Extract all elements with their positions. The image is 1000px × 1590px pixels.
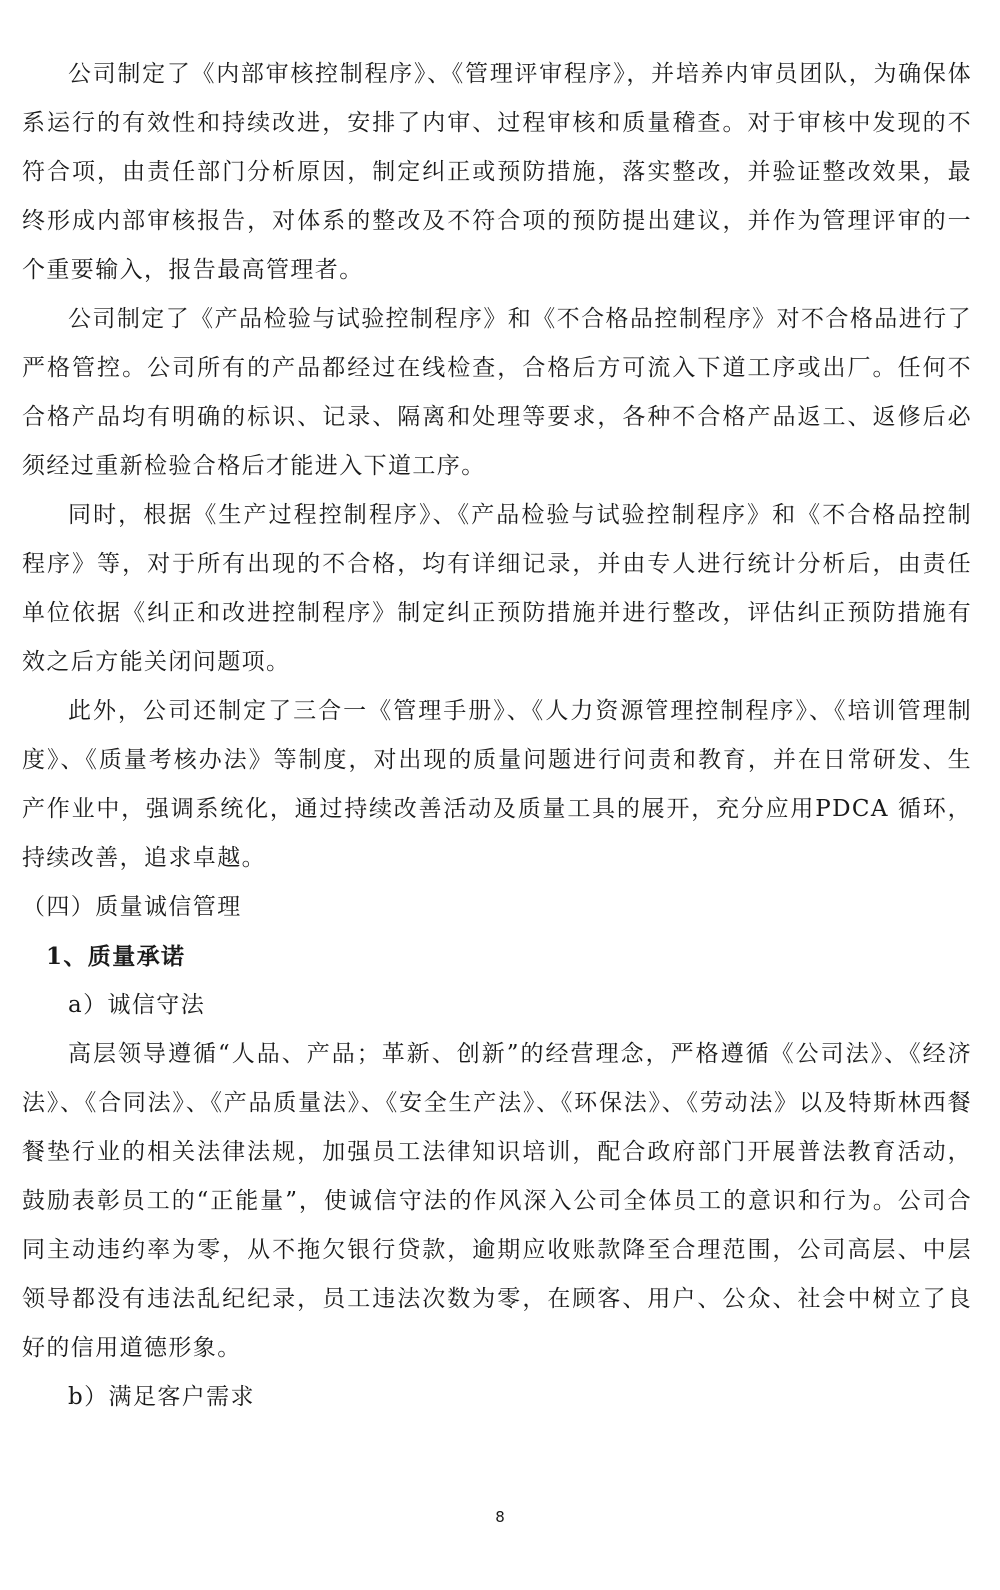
paragraph-management-system: 此外，公司还制定了三合一《管理手册》、《人力资源管理控制程序》、《培训管理制度》、《质量考核办法》等制度，对出现的质量问题进行问责和教育，并在日常研发、生产作业中，强调系统化，通过持续改善活动及质量工具的展开，充分应用PDCA 循环，持续改善，追求卓越。 bbox=[22, 698, 972, 871]
subheading-quality-commitment: 1、质量承诺 bbox=[46, 943, 186, 970]
paragraph-nonconforming-control: 公司制定了《产品检验与试验控制程序》和《不合格品控制程序》对不合格品进行了严格管控。公司所有的产品都经过在线检查，合格后方可流入下道工序或出厂。任何不合格产品均有明确的标识、记录、隔离和处理等要求，各种不合格产品返工、返修后必须经过重新检验合格后才能进入下道工序。 bbox=[22, 306, 972, 479]
paragraph-internal-audit: 公司制定了《内部审核控制程序》、《管理评审程序》，并培养内审员团队，为确保体系运行的有效性和持续改进，安排了内审、过程审核和质量稽查。对于审核中发现的不符合项，由责任部门分析原因，制定纠正或预防措施，落实整改，并验证整改效果，最终形成内部审核报告，对体系的整改及不符合项的预防提出建议，并作为管理评审的一个重要输入，报告最高管理者。 bbox=[22, 61, 972, 283]
paragraph-integrity: 高层领导遵循“人品、产品；革新、创新”的经营理念，严格遵循《公司法》、《经济法》、《合同法》、《产品质量法》、《安全生产法》、《环保法》、《劳动法》以及特斯林西餐餐垫行业的相关法律法规，加强员工法律知识培训，配合政府部门开展普法教育活动，鼓励表彰员工的“正能量”，使诚信守法的作风深入公司全体员工的意识和行为。公司合同主动违约率为零，从不拖欠银行贷款，逾期应收账款降至合理范围，公司高层、中层领导都没有违法乱纪纪录，员工违法次数为零，在顾客、用户、公众、社会中树立了良好的信用道德形象。 bbox=[22, 1041, 972, 1361]
page-number: 8 bbox=[495, 1508, 505, 1526]
item-heading-customer-needs: b）满足客户需求 bbox=[68, 1384, 255, 1410]
paragraph-corrective-action: 同时，根据《生产过程控制程序》、《产品检验与试验控制程序》和《不合格品控制程序》等，对于所有出现的不合格，均有详细记录，并由专人进行统计分析后，由责任单位依据《纠正和改进控制程序》制定纠正预防措施并进行整改，评估纠正预防措施有效之后方能关闭问题项。 bbox=[22, 502, 972, 675]
item-heading-law-abiding: a）诚信守法 bbox=[68, 992, 206, 1018]
section-heading-quality-integrity: （四）质量诚信管理 bbox=[22, 894, 242, 920]
document-body bbox=[22, 50, 972, 1422]
